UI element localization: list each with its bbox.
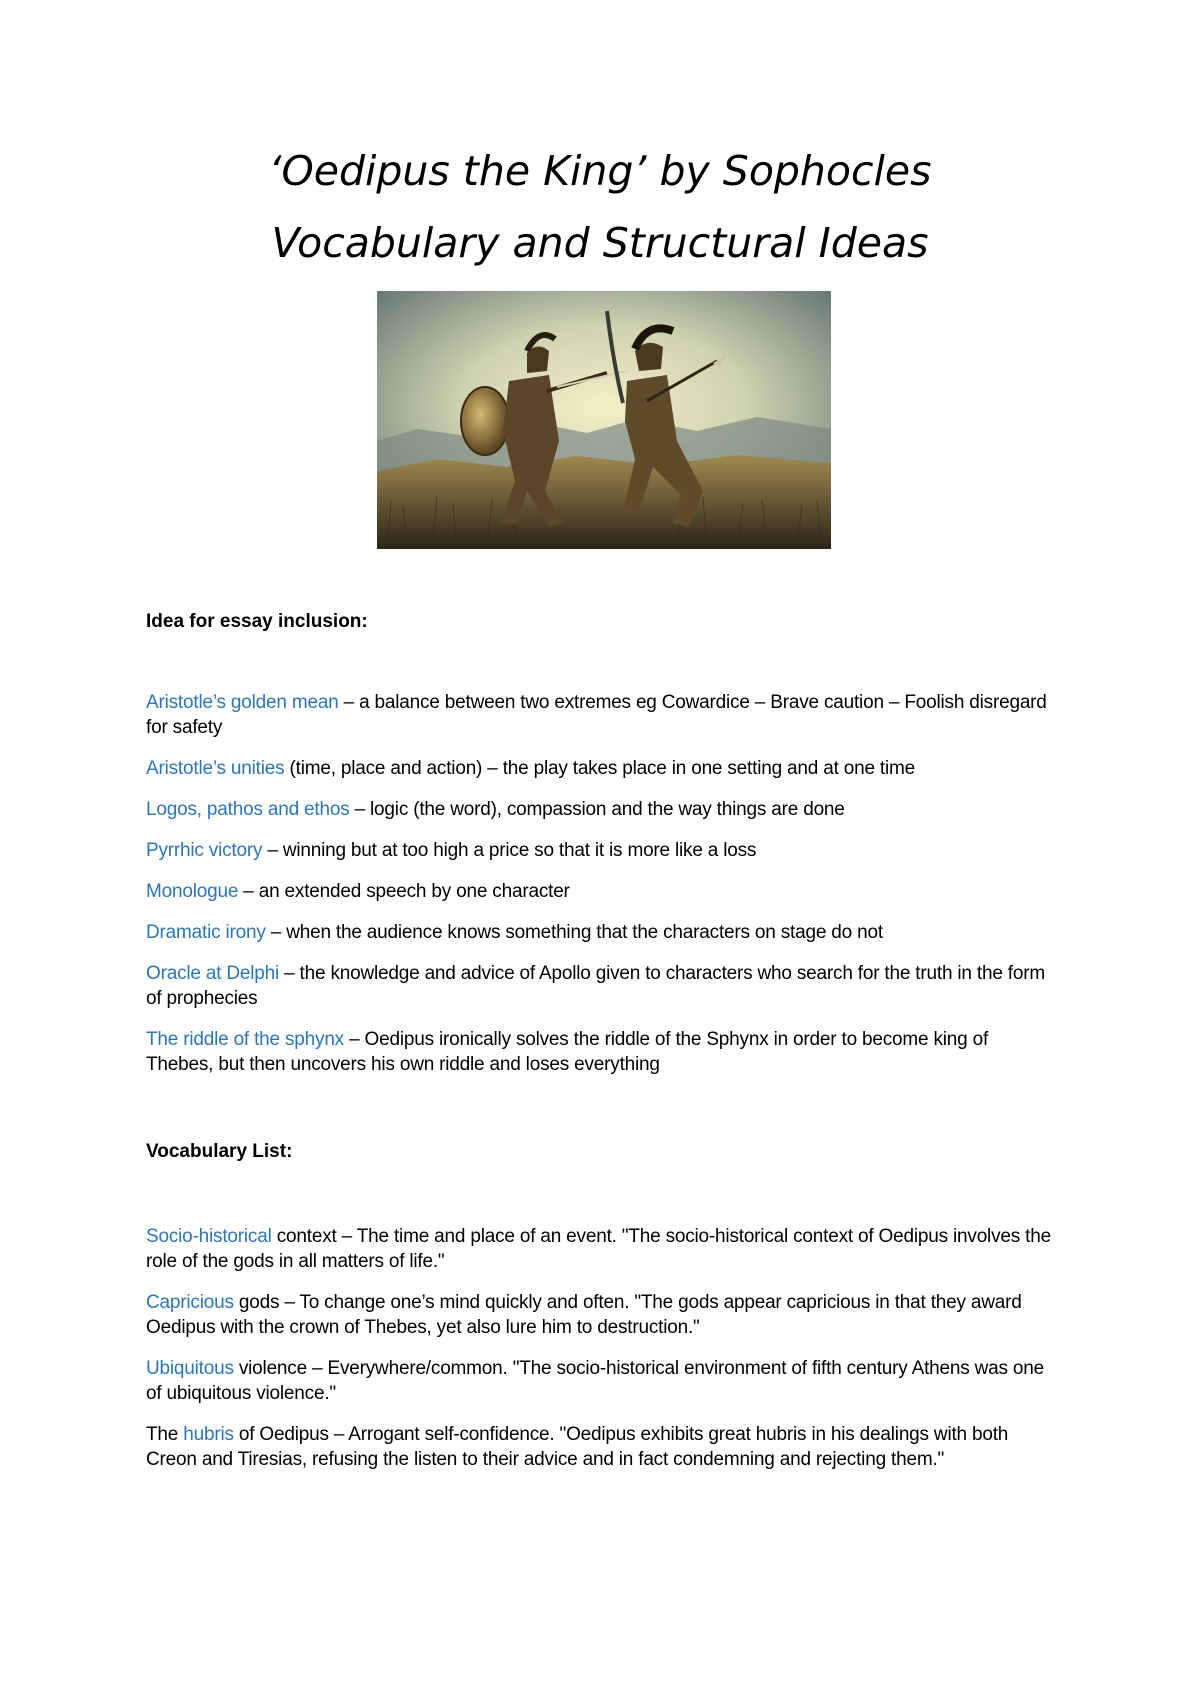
definition: gods – To change one’s mind quickly and often. "The gods appear capricious in that they award Oedipus with the crown of Thebes, yet also lure him to destruction." (146, 1292, 1022, 1338)
term: Aristotle’s unities (146, 758, 285, 779)
item-prefix: The (146, 1424, 184, 1445)
definition: – a balance between two extremes eg Cowardice – Brave caution – Foolish disregard for safety (146, 692, 1047, 738)
definition: context – The time and place of an event. "The socio-historical context of Oedipus involves the role of the gods in all matters of life." (146, 1226, 1051, 1272)
term: Logos, pathos and ethos (146, 799, 350, 820)
definition: – Oedipus ironically solves the riddle of the Sphynx in order to become king of Thebes, but then uncovers his own riddle and loses everything (146, 1029, 989, 1075)
term: Pyrrhic victory (146, 840, 263, 861)
title-line-1: ‘Oedipus the King’ by Sophocles (268, 147, 932, 195)
essay-idea-item (146, 690, 1056, 740)
essay-ideas-list (146, 690, 1056, 1093)
definition: – when the audience knows something that the characters on stage do not (265, 922, 883, 943)
term: Socio-historical (146, 1226, 272, 1247)
essay-idea-item (146, 756, 1056, 781)
definition: of Oedipus – Arrogant self-confidence. "Oedipus exhibits great hubris in his dealings with both Creon and Tiresias, refusing the listen to their advice and in fact condemning and rejecting them." (146, 1424, 1009, 1470)
vocabulary-item (146, 1422, 1056, 1472)
term: Ubiquitous (146, 1358, 234, 1379)
vocabulary-item (146, 1356, 1056, 1406)
term: Monologue (146, 881, 239, 902)
definition: – an extended speech by one character (238, 881, 570, 902)
term: The riddle of the sphynx (146, 1029, 344, 1050)
vocabulary-list (146, 1224, 1056, 1488)
essay-idea-item (146, 797, 1056, 822)
title-line-2: Vocabulary and Structural Ideas (271, 219, 929, 267)
essay-ideas-heading: Idea for essay inclusion: (146, 611, 368, 632)
definition: – the knowledge and advice of Apollo given to characters who search for the truth in the form of prophecies (146, 963, 1045, 1009)
definition: – logic (the word), compassion and the way things are done (349, 799, 845, 820)
term: hubris (183, 1424, 234, 1445)
vocabulary-item (146, 1224, 1056, 1274)
definition: violence – Everywhere/common. "The socio-historical environment of fifth century Athens was one of ubiquitous violence." (146, 1358, 1044, 1404)
definition: (time, place and action) – the play takes place in one setting and at one time (284, 758, 916, 779)
essay-idea-item (146, 879, 1056, 904)
essay-idea-item (146, 838, 1056, 863)
term: Oracle at Delphi (146, 963, 280, 984)
definition: – winning but at too high a price so that it is more like a loss (262, 840, 757, 861)
term: Dramatic irony (146, 922, 266, 943)
term: Aristotle’s golden mean (146, 692, 339, 713)
term: Capricious (146, 1292, 234, 1313)
vocabulary-heading: Vocabulary List: (146, 1141, 293, 1162)
essay-idea-item (146, 1027, 1056, 1077)
essay-idea-item (146, 961, 1056, 1011)
vocabulary-item (146, 1290, 1056, 1340)
essay-idea-item (146, 920, 1056, 945)
warriors-illustration (377, 291, 831, 549)
